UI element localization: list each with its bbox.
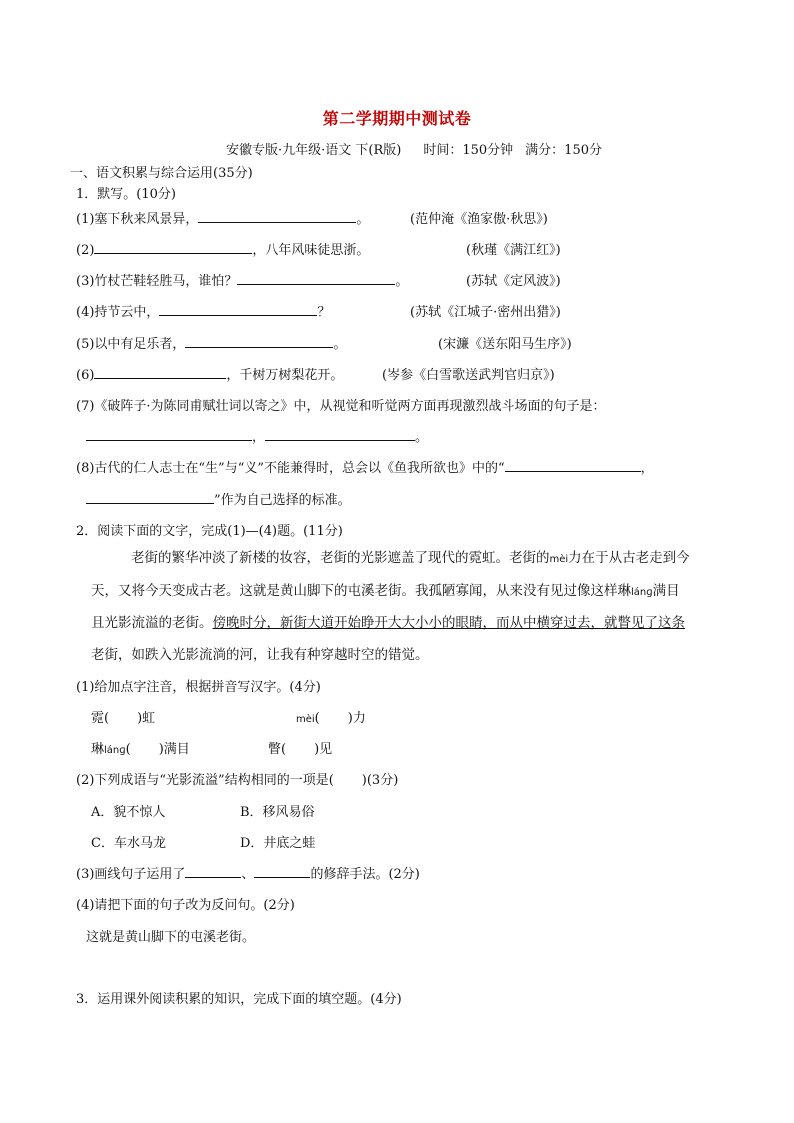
q1-item-2: (2) ，八年风味徒思浙。 — [76, 239, 369, 258]
q2-sub-2: (2)下列成语与“光影流溢”结构相同的一项是( )(3分) — [76, 773, 399, 788]
q1-item-6-source: (岑参《白雪歌送武判官归京》) — [382, 368, 555, 383]
q1-item-6: (6) ，千树万树梨花开。 — [76, 364, 343, 383]
section-heading: 一、语文积累与综合运用(35分) — [70, 166, 253, 181]
answer-blank[interactable] — [237, 271, 395, 285]
q2-sub-1-row-1b: mèi( )力 — [296, 711, 366, 726]
reading-passage: 老街的繁华冲淡了新楼的妆容，老街的光影遮盖了现代的霓虹。老街的mèi力在于从古老走到今 天，又将今天变成古老。这就是黄山脚下的屯溪老街。我孤陋寡闻，从来没有见过像这样琳lánɡ满目 且光影流溢的老街。傍晚时分，新街大道开始睁开大大小小的眼睛，而从中横穿过去，就瞥见了这条 老街，如跌入光影流淌的河，让我有种穿越时空的错觉。 — [91, 550, 690, 663]
answer-blank[interactable] — [265, 427, 415, 441]
option-a[interactable]: A．貌不惊人 — [91, 805, 166, 820]
answer-blank[interactable] — [254, 864, 310, 878]
exam-title: 第二学期期中测试卷 — [322, 109, 472, 128]
q1-item-4-source: (苏轼《江城子·密州出猎》) — [410, 305, 561, 320]
answer-blank[interactable] — [86, 490, 214, 504]
q2-sub-3: (3)画线句子运用了 、 的修辞手法。(2分) — [76, 863, 420, 882]
answer-blank[interactable] — [94, 240, 252, 254]
q2-sub-1-row-2b: 瞥( )见 — [268, 742, 333, 757]
answer-blank[interactable] — [159, 302, 317, 316]
q1-item-1: (1)塞下秋来风景异， 。 — [76, 208, 369, 227]
q2-sub-1: (1)给加点字注音，根据拼音写汉字。(4分) — [76, 680, 321, 695]
score-info: 满分：150分 — [525, 143, 602, 158]
q1-item-3-source: (苏轼《定风波》) — [466, 274, 561, 289]
edition-info: 安徽专版·九年级·语文 下(R版) — [226, 143, 402, 158]
answer-blank[interactable] — [185, 864, 241, 878]
q1-item-7: (7)《破阵子·为陈同甫赋壮词以寄之》中，从视觉和听觉两方面再现激烈战斗场面的句子是： — [76, 399, 606, 414]
question-3-heading: 3．运用课外阅读积累的知识，完成下面的填空题。(4分) — [76, 992, 402, 1007]
option-c[interactable]: C．车水马龙 — [91, 836, 166, 851]
question-2-heading: 2．阅读下面的文字，完成(1)—(4)题。(11分) — [76, 524, 343, 539]
q1-item-3: (3)竹杖芒鞋轻胜马，谁怕？ 。 — [76, 270, 408, 289]
underlined-sentence: 傍晚时分，新街大道开始睁开大大小小的眼睛，而从中横穿过去，就瞥见了这条 — [212, 615, 685, 631]
q2-sub-1-row-2: 琳lánɡ( )满目 — [91, 742, 190, 757]
answer-blank[interactable] — [505, 458, 641, 472]
q2-sub-4: (4)请把下面的句子改为反问句。(2分) — [76, 898, 295, 913]
question-1-heading: 1．默写。(10分) — [76, 187, 176, 202]
q1-item-5: (5)以中有足乐者， 。 — [76, 333, 346, 352]
q1-item-2-source: (秋瑾《满江红》) — [466, 243, 561, 258]
option-d[interactable]: D．井底之蛙 — [240, 836, 316, 851]
answer-blank[interactable] — [86, 427, 252, 441]
answer-blank[interactable] — [185, 334, 333, 348]
answer-blank[interactable] — [198, 209, 356, 223]
option-b[interactable]: B．移风易俗 — [240, 805, 315, 820]
q1-item-8: (8)古代的仁人志士在“生”与“义”不能兼得时，总会以《鱼我所欲也》中的“ ， — [76, 457, 654, 476]
q1-item-5-source: (宋濂《送东阳马生序》) — [438, 337, 572, 352]
time-info: 时间：150分钟 — [423, 143, 514, 158]
exam-subtitle — [226, 139, 602, 158]
q1-item-7-answer: ， 。 — [86, 426, 428, 445]
q1-item-8-cont: ”作为自己选择的标准。 — [86, 489, 351, 508]
q1-item-1-source: (范仲淹《渔家傲·秋思》) — [410, 212, 548, 227]
answer-blank[interactable] — [94, 365, 226, 379]
q2-sub-1-row-1: 霓( )虹 — [91, 711, 156, 726]
q1-item-4: (4)持节云中， ？ — [76, 301, 330, 320]
q2-sub-4-text: 这就是黄山脚下的屯溪老街。 — [86, 930, 256, 945]
